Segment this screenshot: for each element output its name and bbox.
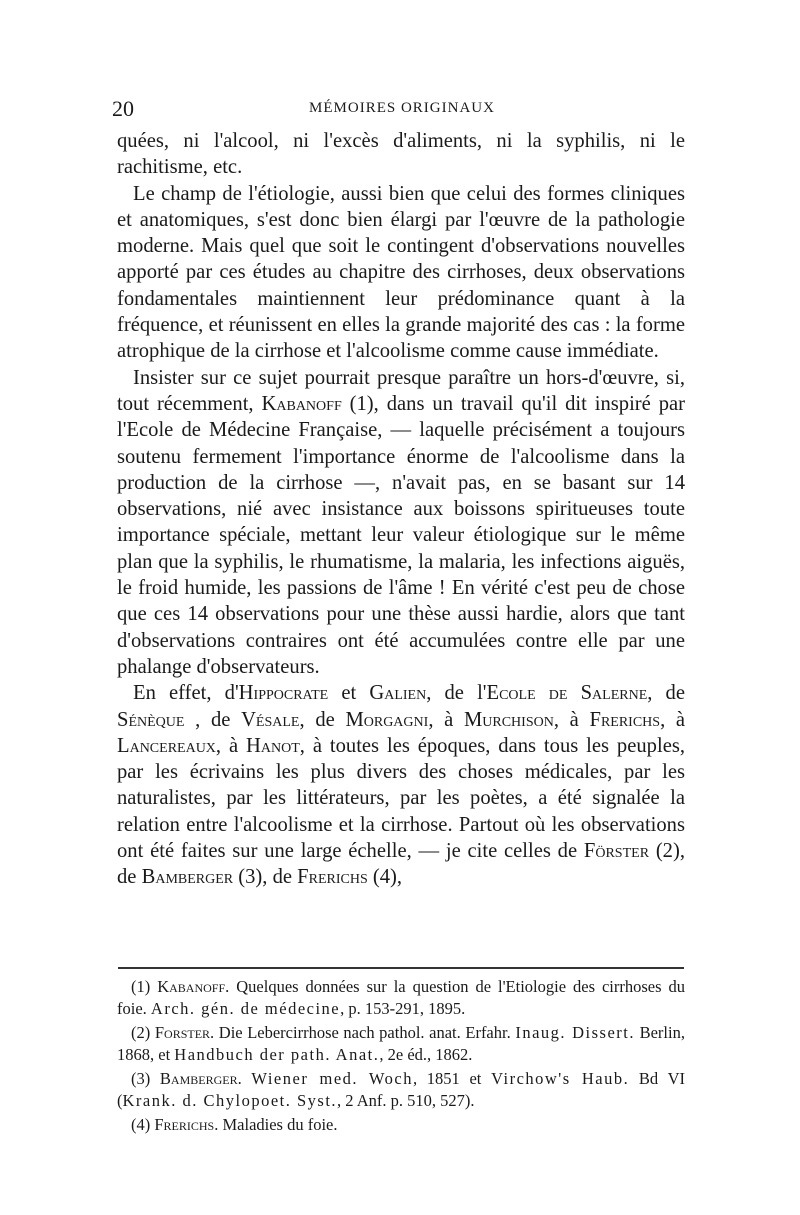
- author-name: Morgagni: [345, 708, 429, 731]
- footnote-author: Forster.: [154, 1023, 215, 1042]
- footnote-2: [117, 1022, 685, 1065]
- journal-title: Inaug. Dissert.: [515, 1023, 635, 1042]
- author-name: Frerichs: [589, 708, 661, 731]
- author-name: Hanot: [246, 734, 300, 757]
- text-run: (1), dans un travail qu'il dit inspiré par l'Ecole de Médecine Française, — laquelle précisément a toujours soutenu fermement l'importance énorme de l'alcoolisme dans la production de la cirrhose —, n'avait pas, en se basant sur 14 observations, nié avec insistance aux boissons spiritueuses toute importance spéciale, mettant leur valeur étiologique sur le même plan que la syphilis, le rhumatisme, la malaria, les infections aiguës, le froid humide, les passions de l'âme ! En vérité c'est peu de chose que ces 14 observations pour une thèse aussi hardie, alors que tant d'observations contraires ont été accumulées contre elle par une phalange d'observateurs.: [117, 392, 685, 678]
- author-name: Lancereaux: [117, 734, 216, 757]
- text-run: Berlin, 1868, et: [117, 1023, 685, 1064]
- paragraph-history: [117, 680, 685, 890]
- author-name: Frerichs: [297, 866, 368, 889]
- footnote-author: Bamberger.: [159, 1069, 242, 1088]
- text-run: Die Lebercirrhose nach pathol. anat. Erfahr.: [214, 1023, 516, 1042]
- page-header: [112, 96, 692, 122]
- text-run: Maladies du foie.: [218, 1115, 338, 1134]
- footnote-4: [117, 1114, 685, 1136]
- text-run: En effet, d': [133, 682, 239, 705]
- footnote-mark: (2): [131, 1023, 155, 1042]
- text-run: (3), de: [233, 866, 298, 889]
- footnote-author: Frerichs.: [154, 1115, 219, 1134]
- author-name: Vésale: [241, 708, 300, 731]
- text-run: , p. 153-291, 1895.: [340, 998, 466, 1018]
- text-run: , à: [660, 708, 686, 731]
- text-run: , à: [553, 708, 590, 731]
- paragraph-kabanoff: [117, 365, 685, 681]
- text-run: , de: [184, 708, 242, 731]
- journal-title: Handbuch der path. Anat.: [174, 1044, 380, 1064]
- text-run: (4),: [367, 866, 403, 889]
- paragraph-etiology: Le champ de l'étiologie, aussi bien que celui des formes cliniques et anatomiques, s'est donc bien élargi par l'œuvre de la pathologie moderne. Mais quel que soit le contingent d'observations nouvelles apporté par ces études au chapitre des cirrhoses, deux observations fondamentales maintiennent leur prédominance quant à la fréquence, et réunissent en elles la grande majorité des cas : la forme atrophique de la cirrhose et l'alcoolisme comme cause immédiate.: [117, 182, 685, 363]
- footnote-mark: (4): [131, 1115, 155, 1134]
- text-run: , 2 Anf. p. 510, 527).: [337, 1090, 475, 1110]
- text-run: , à: [215, 734, 247, 757]
- text-run: , à: [428, 708, 464, 731]
- text-run: Bd VI (: [117, 1069, 685, 1110]
- author-name: Hippocrate: [238, 682, 329, 705]
- journal-title: Arch. gén. de médecine: [150, 998, 341, 1018]
- author-name: Ecole de Salerne: [486, 682, 648, 705]
- text-run: Insister sur ce sujet pourrait presque paraître un hors-d'œuvre, si, tout récemment,: [117, 366, 685, 415]
- text-run: , de: [647, 682, 685, 705]
- author-name: Murchison: [463, 708, 554, 731]
- running-title: MÉMOIRES ORIGINAUX: [309, 100, 495, 116]
- text-run: Quelques données sur la question de l'Etiologie des cirrhoses du foie.: [117, 977, 685, 1018]
- journal-title: Wiener med. Woch: [251, 1069, 413, 1088]
- text-run: , à toutes les époques, dans tous les peuples, par les écrivains les plus divers des choses médicales, par les naturalistes, par les littérateurs, par les poètes, a été signalée la relation entre l'alcoolisme et la cirrhose. Partout où les observations ont été faites sur une large échelle, — je cite celles de: [117, 734, 685, 863]
- text-run: , de: [299, 708, 346, 731]
- author-name: Sénèque: [117, 708, 185, 731]
- journal-title: Krank. d. Chylopoet. Syst.: [122, 1090, 338, 1110]
- footnote-mark: (3): [131, 1069, 160, 1088]
- footnote-3: [117, 1068, 685, 1111]
- main-text: [117, 128, 685, 891]
- author-name: Kabanoff: [261, 392, 342, 415]
- text-run: , 1851 et: [412, 1069, 492, 1088]
- footnote-mark: (1): [131, 977, 158, 996]
- author-name: Galien: [369, 682, 427, 705]
- footnote-divider: [118, 967, 684, 969]
- paragraph-continued: quées, ni l'alcool, ni l'excès d'aliments, ni la syphilis, ni le rachitisme, etc.: [117, 130, 685, 179]
- text-run: (2), de: [117, 840, 685, 889]
- author-name: Bamberger: [141, 866, 234, 889]
- author-name: Förster: [583, 840, 650, 863]
- text-run: et: [328, 682, 370, 705]
- footnote-1: [117, 976, 685, 1019]
- text-run: [242, 1069, 252, 1088]
- text-run: , de l': [426, 682, 487, 705]
- footnotes: [117, 976, 685, 1139]
- text-run: , 2e éd., 1862.: [379, 1044, 473, 1064]
- footnote-author: Kabanoff.: [157, 977, 230, 996]
- page-number: 20: [112, 96, 134, 121]
- journal-title: Virchow's Haub.: [491, 1069, 630, 1088]
